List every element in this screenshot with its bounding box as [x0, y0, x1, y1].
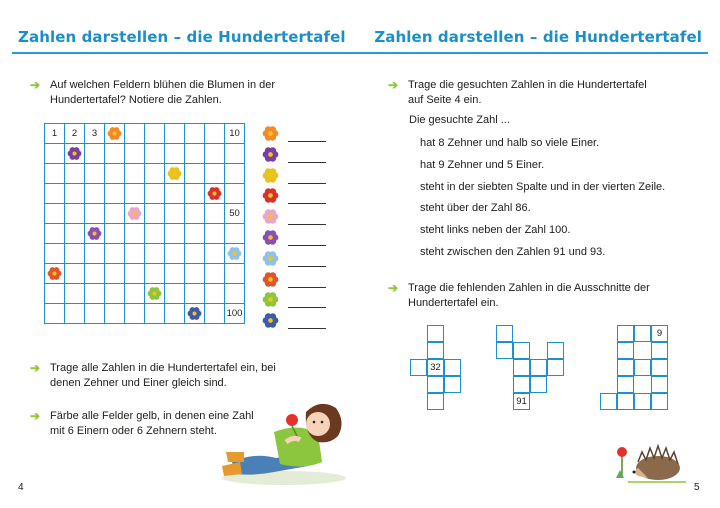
- chart-cell[interactable]: [165, 164, 185, 184]
- clue-item: steht zwischen den Zahlen 91 und 93.: [420, 246, 606, 258]
- answer-row: [262, 186, 328, 206]
- chart-cell[interactable]: [85, 144, 105, 164]
- arrow-right-icon: ➔: [388, 78, 399, 92]
- chart-cell[interactable]: [185, 184, 205, 204]
- chart-cell[interactable]: [205, 264, 225, 284]
- chart-cell[interactable]: [125, 144, 145, 164]
- chart-cell[interactable]: [145, 124, 165, 144]
- fragment-cell[interactable]: [513, 376, 530, 393]
- fragment-cell[interactable]: [617, 325, 634, 342]
- flower-icon: [187, 306, 202, 321]
- fragment-cell[interactable]: [600, 393, 617, 410]
- fragment-cell[interactable]: [651, 342, 668, 359]
- chart-cell[interactable]: 2: [65, 124, 85, 144]
- fragment-cell[interactable]: [617, 342, 634, 359]
- chart-cell[interactable]: [205, 124, 225, 144]
- fragment-cell[interactable]: [427, 342, 444, 359]
- task-text: denen Zehner und Einer gleich sind.: [50, 377, 227, 389]
- chart-cell[interactable]: [65, 304, 85, 324]
- answer-line[interactable]: [288, 287, 326, 288]
- task-text: Trage die gesuchten Zahlen in die Hundertertafel: [408, 79, 647, 91]
- clue-item: steht links neben der Zahl 100.: [420, 224, 571, 237]
- fragment-cell[interactable]: [651, 359, 668, 376]
- chart-cell[interactable]: [205, 284, 225, 304]
- chart-cell[interactable]: [85, 284, 105, 304]
- chart-cell[interactable]: [225, 144, 245, 164]
- chart-cell[interactable]: [205, 244, 225, 264]
- chart-cell[interactable]: [225, 264, 245, 284]
- chart-cell[interactable]: [205, 204, 225, 224]
- fragment-cell[interactable]: [444, 359, 461, 376]
- fragment-cell[interactable]: [427, 393, 444, 410]
- fragment-cell[interactable]: [547, 359, 564, 376]
- chart-cell[interactable]: [185, 264, 205, 284]
- arrow-right-icon: ➔: [30, 78, 41, 92]
- chart-cell[interactable]: [65, 284, 85, 304]
- chart-cell[interactable]: [165, 224, 185, 244]
- chart-cell[interactable]: [165, 264, 185, 284]
- task-text: Trage die fehlenden Zahlen in die Ausschnitte der: [408, 282, 650, 294]
- chart-cell[interactable]: [105, 224, 125, 244]
- fragment-cell[interactable]: [651, 376, 668, 393]
- fragment-cell[interactable]: 9: [651, 325, 668, 342]
- chart-cell[interactable]: [105, 164, 125, 184]
- chart-cell[interactable]: [145, 244, 165, 264]
- chart-cell[interactable]: [205, 224, 225, 244]
- chart-cell[interactable]: [185, 304, 205, 324]
- chart-cell[interactable]: [125, 304, 145, 324]
- right-page: [360, 0, 720, 508]
- page-number: 5: [694, 482, 700, 493]
- answer-row: [262, 166, 328, 186]
- fragment-cell[interactable]: [513, 359, 530, 376]
- chart-cell[interactable]: [45, 244, 65, 264]
- chart-cell[interactable]: [125, 284, 145, 304]
- chart-cell[interactable]: [165, 204, 185, 224]
- chart-cell[interactable]: [65, 264, 85, 284]
- answer-row: [262, 249, 328, 269]
- fragment-cell[interactable]: [444, 376, 461, 393]
- chart-cell[interactable]: [125, 204, 145, 224]
- clue-item: hat 8 Zehner und halb so viele Einer.: [420, 137, 600, 149]
- chart-cell[interactable]: [105, 264, 125, 284]
- answer-line[interactable]: [288, 266, 326, 267]
- fragment-cell[interactable]: [634, 393, 651, 410]
- chart-cell[interactable]: [65, 144, 85, 164]
- chart-cell[interactable]: [125, 224, 145, 244]
- chart-cell[interactable]: [85, 264, 105, 284]
- arrow-right-icon: ➔: [30, 409, 41, 423]
- flower-icon: [87, 226, 102, 241]
- chart-cell[interactable]: [125, 164, 145, 184]
- chart-cell[interactable]: [185, 144, 205, 164]
- task-flowers: [50, 78, 275, 108]
- chart-cell[interactable]: [185, 284, 205, 304]
- girl-illustration: [214, 392, 350, 488]
- flower-icon: [262, 125, 279, 142]
- fragment-cell[interactable]: [513, 342, 530, 359]
- chart-cell[interactable]: [45, 224, 65, 244]
- chart-cell[interactable]: [85, 224, 105, 244]
- arrow-right-icon: ➔: [388, 281, 399, 295]
- fragment-cell[interactable]: [547, 342, 564, 359]
- chart-cell[interactable]: [125, 184, 145, 204]
- header-rule: [360, 52, 708, 54]
- flower-icon: [262, 229, 279, 246]
- chart-cell[interactable]: [145, 164, 165, 184]
- answer-row: [262, 270, 328, 290]
- flower-icon: [47, 266, 62, 281]
- chart-cell[interactable]: [165, 184, 185, 204]
- fragment-cell[interactable]: [634, 325, 651, 342]
- chart-cell[interactable]: 50: [225, 204, 245, 224]
- answer-row: [262, 290, 328, 310]
- answer-line[interactable]: [288, 245, 326, 246]
- chart-cell[interactable]: [105, 304, 125, 324]
- chart-cell[interactable]: 10: [225, 124, 245, 144]
- fragment-cell[interactable]: [634, 359, 651, 376]
- clue-intro: Die gesuchte Zahl ...: [409, 114, 510, 126]
- fragment-cell[interactable]: [427, 376, 444, 393]
- chart-cell[interactable]: [225, 164, 245, 184]
- page-title: Zahlen darstellen – die Hundertertafel: [374, 28, 702, 46]
- flower-icon: [262, 187, 279, 204]
- chart-cell[interactable]: [225, 244, 245, 264]
- chart-cell[interactable]: [105, 184, 125, 204]
- flower-icon: [262, 146, 279, 163]
- answer-line[interactable]: [288, 224, 326, 225]
- page-title: Zahlen darstellen – die Hundertertafel: [18, 28, 346, 46]
- chart-cell[interactable]: [185, 164, 205, 184]
- chart-cell[interactable]: [85, 164, 105, 184]
- chart-cell[interactable]: [105, 144, 125, 164]
- chart-cell[interactable]: [145, 284, 165, 304]
- chart-cell[interactable]: [85, 184, 105, 204]
- answer-line[interactable]: [288, 203, 326, 204]
- arrow-right-icon: ➔: [30, 361, 41, 375]
- chart-cell[interactable]: [45, 304, 65, 324]
- chart-cell[interactable]: [145, 144, 165, 164]
- chart-cell[interactable]: [45, 284, 65, 304]
- fragment-cell[interactable]: [651, 393, 668, 410]
- answer-line[interactable]: [288, 141, 326, 142]
- chart-cell[interactable]: [145, 204, 165, 224]
- task-equal-digits: [50, 361, 276, 391]
- fragment-cell[interactable]: [410, 359, 427, 376]
- fragment-cell[interactable]: [530, 359, 547, 376]
- flower-icon: [262, 250, 279, 267]
- answer-line[interactable]: [288, 183, 326, 184]
- fragment-cell[interactable]: [617, 376, 634, 393]
- answer-line[interactable]: [288, 328, 326, 329]
- chart-cell[interactable]: [65, 164, 85, 184]
- flower-icon: [107, 126, 122, 141]
- chart-cell[interactable]: [145, 184, 165, 204]
- chart-cell[interactable]: [45, 144, 65, 164]
- answer-row: [262, 145, 328, 165]
- answer-row: [262, 207, 328, 227]
- chart-cell[interactable]: [125, 264, 145, 284]
- clue-item: steht in der siebten Spalte und in der vierten Zeile.: [420, 180, 666, 193]
- chart-cell[interactable]: [205, 304, 225, 324]
- fragment-cell[interactable]: [530, 376, 547, 393]
- fragment-cell[interactable]: [617, 359, 634, 376]
- flower-icon: [262, 271, 279, 288]
- flower-icon: [262, 167, 279, 184]
- chart-cell[interactable]: [65, 184, 85, 204]
- answer-row: [262, 311, 328, 331]
- flower-icon: [227, 246, 242, 261]
- chart-cell[interactable]: [145, 264, 165, 284]
- flower-icon: [167, 166, 182, 181]
- chart-cell[interactable]: [225, 184, 245, 204]
- fragment-cell[interactable]: [617, 393, 634, 410]
- task-text: Trage alle Zahlen in die Hundertertafel ein, bei: [50, 362, 276, 374]
- task-text: Färbe alle Felder gelb, in denen eine Zahl: [50, 410, 254, 422]
- answer-line[interactable]: [288, 162, 326, 163]
- chart-cell[interactable]: [125, 124, 145, 144]
- fragment-cell[interactable]: [496, 342, 513, 359]
- chart-cell[interactable]: [165, 244, 185, 264]
- chart-cell[interactable]: [185, 124, 205, 144]
- chart-cell[interactable]: [105, 244, 125, 264]
- answer-row: [262, 124, 328, 144]
- chart-cell[interactable]: [85, 204, 105, 224]
- chart-cell[interactable]: [205, 184, 225, 204]
- task-find-numbers: [408, 78, 647, 108]
- chart-cell[interactable]: [165, 284, 185, 304]
- chart-cell[interactable]: [205, 144, 225, 164]
- chart-cell[interactable]: [45, 264, 65, 284]
- chart-cell[interactable]: [145, 304, 165, 324]
- chart-cell[interactable]: [185, 244, 205, 264]
- chart-cell[interactable]: [45, 204, 65, 224]
- chart-cell[interactable]: 1: [45, 124, 65, 144]
- chart-cell[interactable]: [225, 284, 245, 304]
- fragment-cell[interactable]: 32: [427, 359, 444, 376]
- chart-cell[interactable]: [165, 124, 185, 144]
- answer-row: [262, 228, 328, 248]
- chart-cell[interactable]: [165, 304, 185, 324]
- page-number: 4: [18, 482, 24, 493]
- chart-cell[interactable]: [105, 284, 125, 304]
- chart-cell[interactable]: [85, 244, 105, 264]
- fragment-cell[interactable]: [496, 325, 513, 342]
- chart-cell[interactable]: [125, 244, 145, 264]
- task-text: auf Seite 4 ein.: [408, 94, 482, 106]
- chart-cell[interactable]: [45, 164, 65, 184]
- hundred-chart: [44, 123, 245, 324]
- answer-line[interactable]: [288, 307, 326, 308]
- task-text: Hundertertafel? Notiere die Zahlen.: [50, 94, 222, 106]
- fragment-cell[interactable]: [427, 325, 444, 342]
- chart-cell[interactable]: [185, 204, 205, 224]
- chart-cell[interactable]: [65, 244, 85, 264]
- task-text: mit 6 Einern oder 6 Zehnern steht.: [50, 425, 217, 437]
- flower-icon: [207, 186, 222, 201]
- clue-item: hat 9 Zehner und 5 Einer.: [420, 158, 545, 171]
- flower-icon: [262, 208, 279, 225]
- chart-cell[interactable]: [65, 204, 85, 224]
- flower-icon: [67, 146, 82, 161]
- clue-item: steht über der Zahl 86.: [420, 202, 531, 215]
- chart-cell[interactable]: [145, 224, 165, 244]
- flower-icon: [262, 291, 279, 308]
- chart-cell[interactable]: [105, 204, 125, 224]
- chart-cell[interactable]: [185, 224, 205, 244]
- task-fragments: [408, 281, 650, 311]
- fragment-cell[interactable]: 91: [513, 393, 530, 410]
- flower-icon: [127, 206, 142, 221]
- flower-icon: [147, 286, 162, 301]
- chart-cell[interactable]: [85, 304, 105, 324]
- task-text: Auf welchen Feldern blühen die Blumen in der: [50, 79, 276, 91]
- chart-cell[interactable]: [205, 164, 225, 184]
- flower-icon: [262, 312, 279, 329]
- chart-cell[interactable]: 100: [225, 304, 245, 324]
- hedgehog-illustration: [608, 438, 688, 484]
- chart-cell[interactable]: [225, 224, 245, 244]
- header-rule: [12, 52, 360, 54]
- task-text: Hundertertafel ein.: [408, 297, 499, 309]
- chart-cell[interactable]: 3: [85, 124, 105, 144]
- chart-cell[interactable]: [65, 224, 85, 244]
- chart-cell[interactable]: [105, 124, 125, 144]
- chart-cell[interactable]: [165, 144, 185, 164]
- chart-cell[interactable]: [45, 184, 65, 204]
